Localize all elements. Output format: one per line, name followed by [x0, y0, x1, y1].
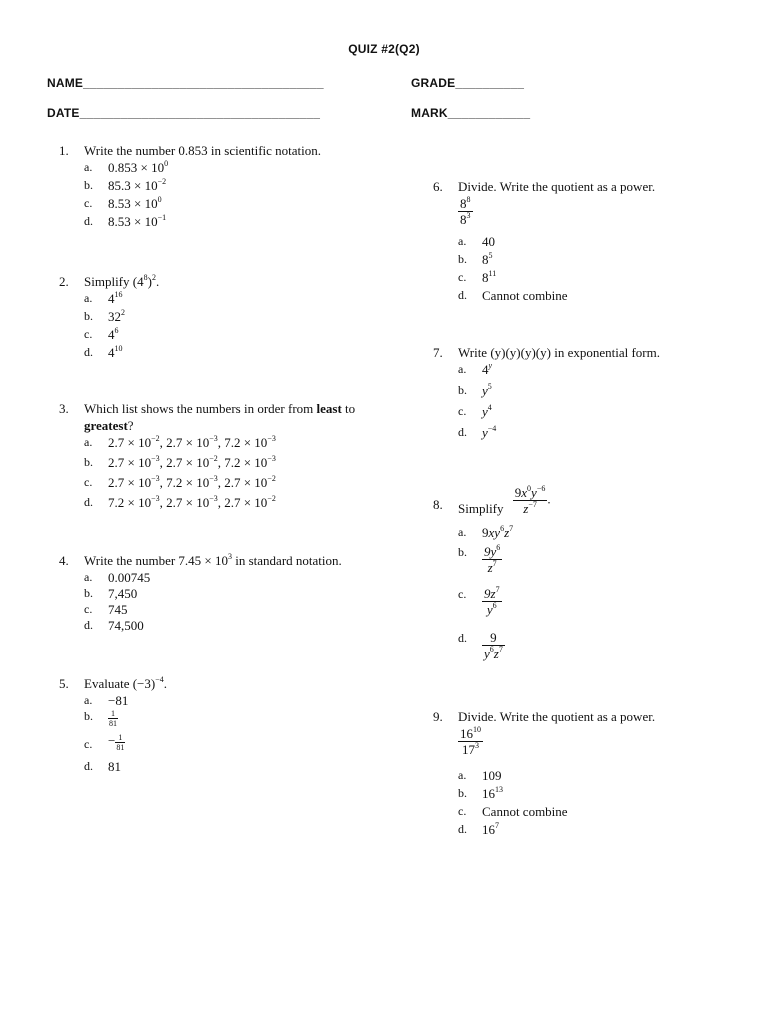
- question-number: 3.: [59, 401, 69, 416]
- option-a[interactable]: a. $2.7 \times 10^{-2}$, $2.7 \times 10^{-3}$, $7.2 \times 10^{-3}$: [84, 434, 276, 450]
- option-c[interactable]: c. $8^{11}$: [458, 269, 497, 285]
- option-c[interactable]: c. Cannot combine: [458, 804, 568, 819]
- question-1: [59, 142, 322, 231]
- question-text: Evaluate $(-3)^{-4}$.: [84, 675, 167, 691]
- question-text: Simplify $(4^8)^2$.: [84, 273, 160, 289]
- question-6: [433, 178, 656, 305]
- question-number: 2.: [59, 274, 69, 289]
- question-text: Divide. Write the quotient as a power.: [458, 179, 656, 194]
- grade-field[interactable]: [411, 76, 524, 90]
- option-d[interactable]: d. 74,500: [84, 618, 144, 633]
- question-text: Simplify: [458, 501, 504, 517]
- option-a[interactable]: a. $0.853 \times 10^0$: [84, 159, 169, 175]
- option-d[interactable]: d. $4^{10}$: [84, 344, 123, 360]
- mark-label: MARK: [411, 106, 448, 120]
- question-4: [59, 552, 342, 633]
- option-b[interactable]: b. $32^2$: [84, 308, 125, 324]
- option-d[interactable]: d. $8.53 \times 10^{-1}$: [84, 213, 167, 229]
- name-label: NAME: [47, 76, 84, 90]
- option-b[interactable]: b. 7,450: [84, 586, 138, 601]
- date-label: DATE: [47, 106, 80, 120]
- option-a[interactable]: a. 4$^y$: [458, 361, 493, 377]
- option-a[interactable]: a. −81: [84, 693, 129, 708]
- question-number: 5.: [59, 676, 69, 691]
- question-number: 1.: [59, 143, 69, 158]
- name-field[interactable]: [47, 76, 324, 90]
- question-text: Write the number $7.45 \times 10^3$ in standard notation.: [84, 552, 342, 568]
- question-text-line-2: greatest?: [84, 418, 134, 433]
- question-text: Write the number 0.853 in scientific notation.: [84, 143, 322, 158]
- option-c[interactable]: c. $y^4$: [458, 403, 492, 419]
- option-d[interactable]: d. Cannot combine: [458, 288, 568, 303]
- option-c[interactable]: c. $\frac{9z^7}{y^6}$: [458, 585, 500, 617]
- option-d[interactable]: d. $y^{-4}$: [458, 424, 497, 440]
- question-number: 9.: [433, 709, 443, 724]
- date-line: ___________________________________: [79, 106, 321, 120]
- option-d[interactable]: d. $\frac{9}{y^6z^7}$: [458, 630, 503, 661]
- option-b[interactable]: b. $\frac{9y^6}{z^7}$: [458, 543, 501, 575]
- option-b[interactable]: b. $85.3 \times 10^{-2}$: [84, 177, 167, 193]
- option-d[interactable]: d. $16^7$: [458, 821, 499, 837]
- question-expression: $\frac{9x^0y^{-6}}{z^{-7}}$: [514, 484, 546, 516]
- option-c[interactable]: c. − $\frac{1}{81}$: [84, 732, 125, 752]
- option-c[interactable]: c. $4^6$: [84, 326, 119, 342]
- option-d[interactable]: d. 81: [84, 759, 121, 774]
- option-a[interactable]: a. 0.00745: [84, 570, 151, 585]
- option-a[interactable]: a. $4^{16}$: [84, 290, 123, 306]
- quiz-title: QUIZ #2(Q2): [348, 42, 420, 56]
- option-d[interactable]: d. $7.2 \times 10^{-3}$, $2.7 \times 10^{-3}$, $2.7 \times 10^{-2}$: [84, 494, 276, 510]
- question-number: 4.: [59, 553, 69, 568]
- option-b[interactable]: b. $16^{13}$: [458, 785, 503, 801]
- question-3: [59, 400, 356, 514]
- question-5: [59, 675, 167, 774]
- name-line: ___________________________________: [83, 76, 324, 90]
- question-9: [433, 708, 656, 839]
- option-a[interactable]: a. 40: [458, 234, 495, 249]
- option-b[interactable]: b. $8^5$: [458, 251, 493, 267]
- question-2: [59, 273, 160, 362]
- mark-line: ____________: [447, 106, 531, 120]
- option-b[interactable]: b. $y^5$: [458, 382, 492, 398]
- question-fraction: $\frac{16^{10}}{17^3}$: [460, 725, 481, 757]
- option-c[interactable]: c. 745: [84, 602, 128, 617]
- question-number: 6.: [433, 179, 443, 194]
- question-number: 7.: [433, 345, 443, 360]
- date-field[interactable]: [47, 106, 320, 120]
- question-number: 8.: [433, 497, 443, 512]
- question-7: [433, 344, 660, 445]
- question-text: Which list shows the numbers in order from least to: [84, 401, 356, 416]
- option-b[interactable]: b. $2.7 \times 10^{-3}$, $2.7 \times 10^{-2}$, $7.2 \times 10^{-3}$: [84, 454, 276, 470]
- option-b[interactable]: b. $\frac{1}{81}$: [84, 708, 117, 728]
- question-8: 8. Simplify $\frac{9x^0y^{-6}}{z^{-7}}$ . a. $9xy^6z^7$ b. $\frac{9y^6}{z^7}$ c. $\frac{9z^7}{y^6}$ d. $\frac{9}{y^6z^7}$: [458, 486, 551, 672]
- option-c[interactable]: c. $2.7 \times 10^{-3}$, $7.2 \times 10^{-3}$, $2.7 \times 10^{-2}$: [84, 474, 276, 490]
- grade-line: __________: [455, 76, 525, 90]
- mark-field[interactable]: [411, 106, 530, 120]
- question-fraction: $\frac{8^8}{8^3}$: [460, 195, 471, 227]
- option-c[interactable]: c. $8.53 \times 10^0$: [84, 195, 162, 211]
- grade-label: GRADE: [411, 76, 456, 90]
- question-text: Write (y)(y)(y)(y) in exponential form.: [458, 345, 660, 360]
- option-a[interactable]: a. 109: [458, 768, 502, 783]
- option-a[interactable]: a. $9xy^6z^7$: [458, 524, 514, 540]
- question-text: Divide. Write the quotient as a power.: [458, 709, 656, 724]
